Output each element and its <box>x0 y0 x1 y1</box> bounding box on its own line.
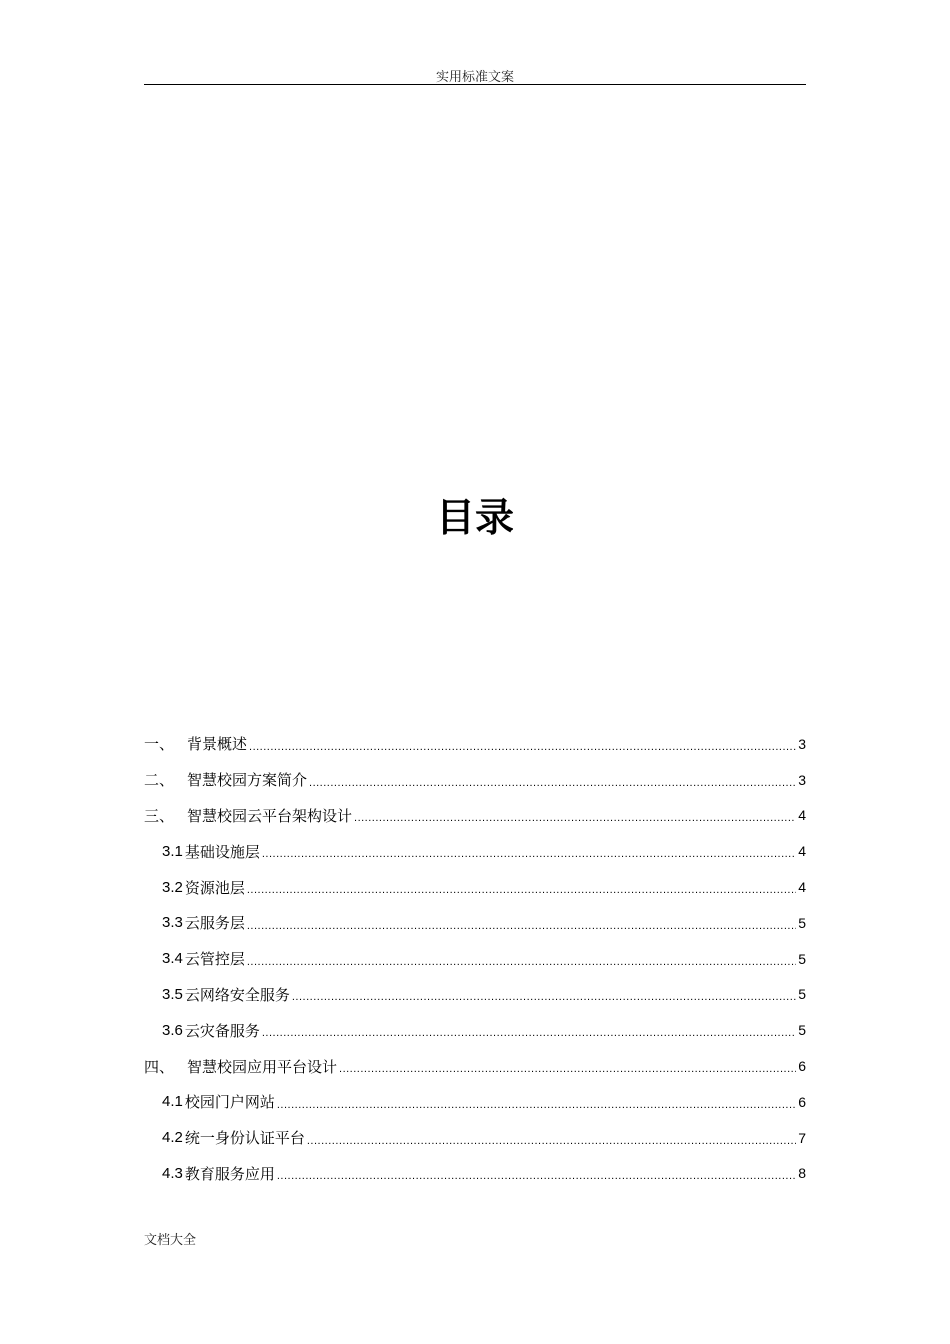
toc-entry-number: 3.1 <box>162 842 183 860</box>
toc-entry[interactable] <box>144 941 806 977</box>
toc-entry[interactable] <box>144 833 806 869</box>
toc-entry-number: 4.3 <box>162 1164 183 1182</box>
toc-entry-number: 3.6 <box>162 1021 183 1039</box>
toc-entry-page: 4 <box>798 807 806 824</box>
toc-entry-page: 5 <box>798 1022 806 1039</box>
toc-dot-leader <box>307 1135 796 1147</box>
toc-entry-number: 三、 <box>144 806 175 825</box>
toc-dot-leader <box>354 812 796 824</box>
page-header: 实用标准文案 <box>435 70 514 85</box>
toc-entry-label: 背景概述 <box>187 735 248 754</box>
toc-entry[interactable] <box>144 1084 806 1120</box>
toc-entry-label: 校园门户网站 <box>184 1093 275 1112</box>
toc-dot-leader <box>247 884 796 896</box>
toc-entry[interactable] <box>144 798 806 834</box>
toc-entry[interactable] <box>144 726 806 762</box>
toc-entry-number: 4.1 <box>162 1093 183 1111</box>
toc-entry-page: 4 <box>798 843 806 860</box>
toc-dot-leader <box>249 741 796 753</box>
toc-entry-label: 智慧校园方案简介 <box>187 771 308 790</box>
toc-dot-leader <box>277 1099 796 1111</box>
toc-entry-page: 5 <box>798 914 806 931</box>
toc-title: 目录 <box>435 496 514 541</box>
toc-entry-number: 3.4 <box>162 950 183 968</box>
toc-entry-label: 智慧校园云平台架构设计 <box>187 806 353 825</box>
toc-dot-leader <box>262 848 796 860</box>
toc-entry-label: 基础设施层 <box>184 842 260 861</box>
toc-entry-label: 云管控层 <box>184 950 245 969</box>
toc-entry-page: 8 <box>798 1165 806 1182</box>
toc-entry[interactable] <box>144 1156 806 1192</box>
toc-dot-leader <box>277 1170 796 1182</box>
toc-entry[interactable] <box>144 869 806 905</box>
toc-entry-label: 教育服务应用 <box>184 1164 275 1183</box>
toc-entry-label: 统一身份认证平台 <box>184 1129 305 1148</box>
toc-entry-number: 3.5 <box>162 985 183 1003</box>
toc-entry-number: 4.2 <box>162 1129 183 1147</box>
toc-entry[interactable] <box>144 1012 806 1048</box>
toc-entry-label: 云网络安全服务 <box>184 985 290 1004</box>
toc-entry[interactable] <box>144 977 806 1013</box>
toc-entry-label: 云灾备服务 <box>184 1021 260 1040</box>
toc-entry-number: 四、 <box>144 1057 175 1076</box>
toc-entry-page: 7 <box>798 1129 806 1146</box>
toc-entry[interactable] <box>144 905 806 941</box>
toc-entry-number: 3.2 <box>162 878 183 896</box>
toc-entry[interactable] <box>144 762 806 798</box>
toc-entry-label: 云服务层 <box>184 914 245 933</box>
toc-entry-page: 4 <box>798 879 806 896</box>
toc-entry[interactable] <box>144 1120 806 1156</box>
toc-entry-page: 6 <box>798 1093 806 1110</box>
toc-dot-leader <box>339 1063 796 1075</box>
toc-entry[interactable] <box>144 1048 806 1084</box>
table-of-contents <box>144 726 806 1191</box>
toc-entry-number: 一、 <box>144 735 175 754</box>
toc-entry-label: 资源池层 <box>184 878 245 897</box>
toc-dot-leader <box>262 1027 796 1039</box>
toc-dot-leader <box>309 777 796 789</box>
header-divider <box>144 84 806 85</box>
toc-entry-page: 5 <box>798 950 806 967</box>
toc-entry-label: 智慧校园应用平台设计 <box>187 1057 338 1076</box>
toc-dot-leader <box>292 991 796 1003</box>
toc-dot-leader <box>247 920 796 932</box>
page-footer: 文档大全 <box>144 1233 197 1248</box>
toc-dot-leader <box>247 956 796 968</box>
toc-entry-number: 二、 <box>144 771 175 790</box>
toc-entry-page: 6 <box>798 1058 806 1075</box>
toc-entry-page: 3 <box>798 771 806 788</box>
toc-entry-number: 3.3 <box>162 914 183 932</box>
toc-entry-page: 5 <box>798 986 806 1003</box>
toc-entry-page: 3 <box>798 735 806 752</box>
